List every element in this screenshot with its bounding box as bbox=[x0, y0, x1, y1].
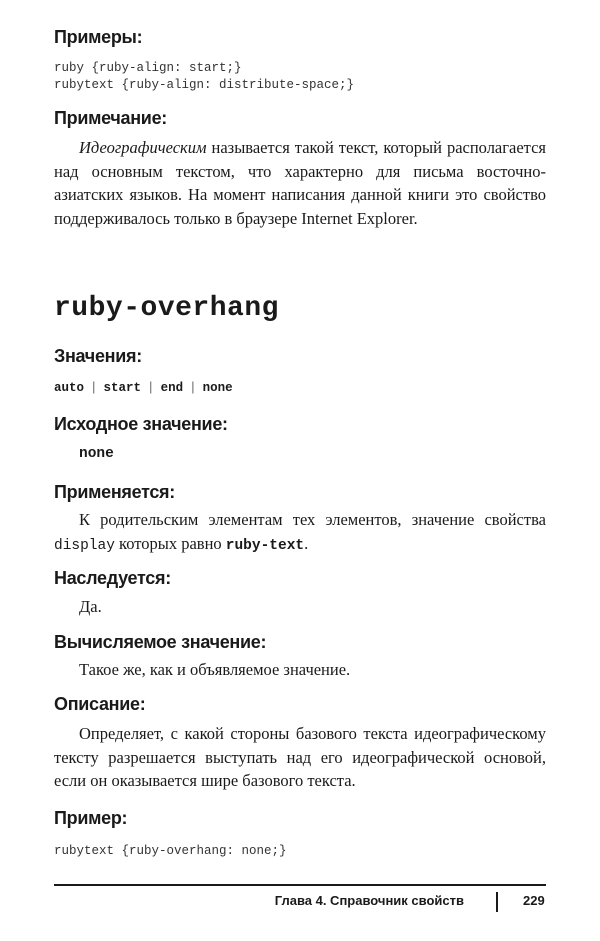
value-separator: | bbox=[147, 381, 155, 395]
applies-heading: Применяется: bbox=[54, 482, 175, 502]
examples-heading: Примеры: bbox=[54, 27, 143, 47]
note-emphasis: Идеографическим bbox=[79, 138, 207, 157]
inherited-heading: Наследуется: bbox=[54, 568, 171, 588]
value-auto: auto bbox=[54, 381, 85, 395]
values-list bbox=[54, 381, 233, 395]
value-end: end bbox=[160, 381, 184, 395]
computed-heading: Вычисляемое значение: bbox=[54, 632, 267, 652]
examples-code-line-1: ruby {ruby-align: start;} bbox=[54, 61, 242, 75]
description-paragraph: Определяет, с какой стороны базового текста идеографическому тексту разрешается выступать над его идеографической основой, если он оказывается шире базового текста. bbox=[54, 724, 546, 790]
applies-paragraph bbox=[54, 508, 546, 558]
value-none: none bbox=[202, 381, 233, 395]
value-separator: | bbox=[90, 381, 98, 395]
footer-rule bbox=[54, 884, 546, 886]
applies-code-display: display bbox=[54, 537, 115, 554]
inherited-value: Да. bbox=[79, 597, 102, 616]
footer-chapter: Глава 4. Справочник свойств bbox=[274, 893, 464, 908]
note-text: называется такой текст, который располагается над основным текстом, что характерно для письма восточно-азиатских языков. На момент написания данной книги это свойство поддерживалось только в браузере Internet Explorer. bbox=[54, 138, 546, 228]
property-title: ruby-overhang bbox=[54, 293, 279, 324]
initial-value: none bbox=[79, 446, 114, 462]
values-heading: Значения: bbox=[54, 346, 142, 366]
value-start: start bbox=[103, 381, 142, 395]
example-code: rubytext {ruby-overhang: none;} bbox=[54, 844, 287, 858]
applies-text-2: которых равно bbox=[114, 533, 226, 553]
description-heading: Описание: bbox=[54, 694, 146, 714]
applies-text-1: К родительским элементам тех элементов, значение свойства bbox=[79, 510, 546, 529]
value-separator: | bbox=[189, 381, 197, 395]
computed-value: Такое же, как и объявляемое значение. bbox=[79, 660, 351, 679]
note-heading: Примечание: bbox=[54, 108, 167, 128]
initial-heading: Исходное значение: bbox=[54, 414, 228, 434]
footer-divider bbox=[496, 892, 498, 912]
examples-code-line-2: rubytext {ruby-align: distribute-space;} bbox=[54, 78, 355, 92]
note-paragraph bbox=[54, 136, 546, 230]
example-heading: Пример: bbox=[54, 808, 128, 828]
applies-code-ruby-text: ruby-text bbox=[225, 537, 305, 554]
applies-text-3: . bbox=[304, 533, 309, 553]
footer-page-number: 229 bbox=[523, 893, 545, 908]
